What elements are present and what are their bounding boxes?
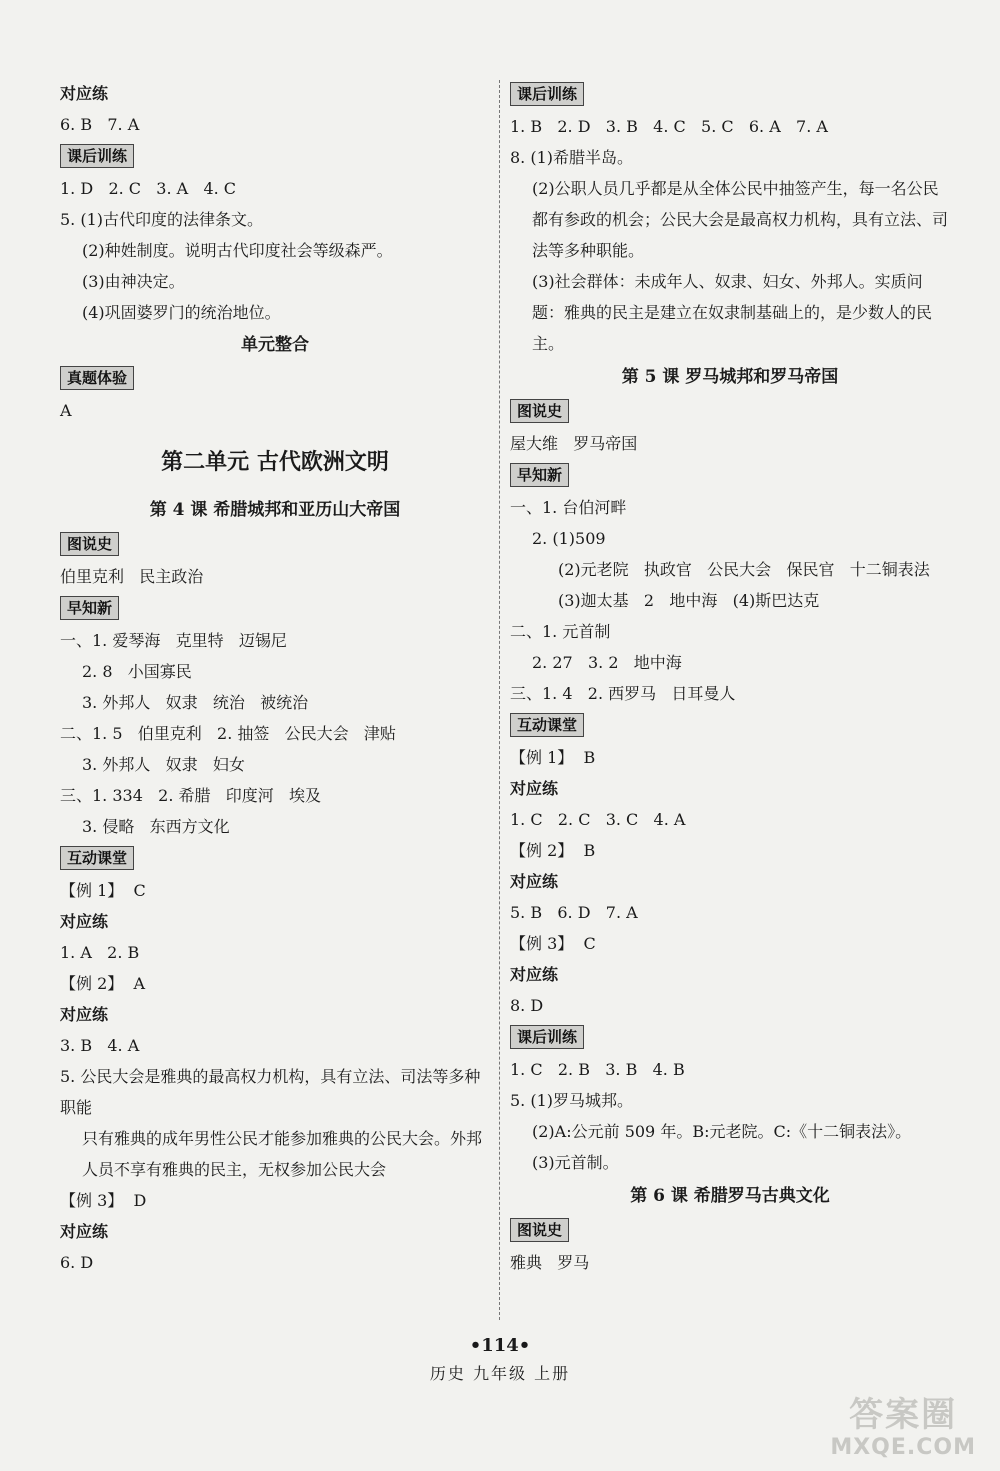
answer-line: 2. 27 3. 2 地中海: [532, 653, 682, 672]
answer-line: 8. D: [510, 996, 544, 1015]
column-divider: [499, 80, 500, 1320]
answer-line: 5. (1)古代印度的法律条文。: [60, 210, 264, 229]
section-tag: 课后训练: [510, 1025, 584, 1049]
answer-line: 3. 侵略 东西方文化: [82, 817, 230, 836]
answer-line: 8. (1)希腊半岛。: [510, 148, 634, 167]
example-answer: 【例 3】 D: [60, 1191, 147, 1210]
answer-line: 二、1. 5 伯里克利 2. 抽签 公民大会 津贴: [60, 724, 396, 743]
book-info: 历史 九年级 上册: [429, 1364, 571, 1383]
section-tag: 互动课堂: [510, 713, 584, 737]
practice-label: 对应练: [510, 872, 559, 891]
answer-line: A: [60, 401, 72, 420]
answer-line: 1. B 2. D 3. B 4. C 5. C 6. A 7. A: [510, 117, 828, 136]
practice-label: 对应练: [510, 965, 559, 984]
practice-label: 对应练: [60, 84, 109, 103]
answer-line: 1. D 2. C 3. A 4. C: [60, 179, 237, 198]
section-tag: 早知新: [60, 596, 119, 620]
answer-line: 5. B 6. D 7. A: [510, 903, 638, 922]
answer-line: 3. 外邦人 奴隶 妇女: [82, 755, 245, 774]
answer-line: (4)巩固婆罗门的统治地位。: [82, 303, 281, 322]
answer-line: (2)种姓制度。说明古代印度社会等级森严。: [82, 241, 393, 260]
answer-paragraph: 只有雅典的成年男性公民才能参加雅典的公民大会。外邦人员不享有雅典的民主，无权参加公民大会: [82, 1129, 483, 1179]
example-answer: 【例 1】 B: [510, 748, 596, 767]
answer-line: 5. (1)罗马城邦。: [510, 1091, 634, 1110]
practice-label: 对应练: [60, 1222, 109, 1241]
section-tag: 互动课堂: [60, 846, 134, 870]
unit-title: 第二单元 古代欧洲文明: [161, 449, 389, 475]
section-tag: 课后训练: [60, 144, 134, 168]
section-tag: 图说史: [60, 532, 119, 556]
right-column: [510, 78, 950, 1278]
section-tag: 图说史: [510, 1218, 569, 1242]
answer-line: 2. 8 小国寡民: [82, 662, 192, 681]
answer-line: 2. (1)509: [532, 529, 606, 548]
lesson-title: 第 6 课 希腊罗马古典文化: [630, 1186, 830, 1206]
answer-line: 屋大维 罗马帝国: [510, 434, 638, 453]
answer-line: 一、1. 台伯河畔: [510, 498, 627, 517]
answer-line: 伯里克利 民主政治: [60, 567, 204, 586]
example-answer: 【例 2】 B: [510, 841, 596, 860]
section-tag: 真题体验: [60, 366, 134, 390]
answer-line: 1. C 2. C 3. C 4. A: [510, 810, 686, 829]
answer-line: 6. D: [60, 1253, 94, 1272]
answer-line: (2)A:公元前 509 年。B:元老院。C:《十二铜表法》。: [532, 1122, 912, 1141]
answer-line: 1. C 2. B 3. B 4. B: [510, 1060, 685, 1079]
answer-line: 三、1. 334 2. 希腊 印度河 埃及: [60, 786, 322, 805]
section-heading: 单元整合: [241, 335, 309, 355]
answer-paragraph: (3)社会群体：未成年人、奴隶、妇女、外邦人。实质问题：雅典的民主是建立在奴隶制基础上的，是少数人的民主。: [532, 272, 933, 353]
example-answer: 【例 1】 C: [60, 881, 146, 900]
section-tag: 课后训练: [510, 82, 584, 106]
page-number: •114•: [469, 1335, 531, 1356]
answer-line: (3)元首制。: [532, 1153, 619, 1172]
answer-line: (3)由神决定。: [82, 272, 185, 291]
answer-line: 三、1. 4 2. 西罗马 日耳曼人: [510, 684, 736, 703]
example-answer: 【例 2】 A: [60, 974, 145, 993]
site-watermark: [830, 1395, 976, 1461]
watermark-logo-text: 答案圈: [849, 1395, 958, 1435]
answer-line: 一、1. 爱琴海 克里特 迈锡尼: [60, 631, 287, 650]
practice-label: 对应练: [60, 1005, 109, 1024]
section-tag: 早知新: [510, 463, 569, 487]
answer-paragraph: 5. 公民大会是雅典的最高权力机构，具有立法、司法等多种职能: [60, 1067, 481, 1117]
section-tag: 图说史: [510, 399, 569, 423]
answer-line: 二、1. 元首制: [510, 622, 611, 641]
answer-line: 雅典 罗马: [510, 1253, 590, 1272]
answer-paragraph: (2)公职人员几乎都是从全体公民中抽签产生，每一名公民都有参政的机会；公民大会是最高权力机构，具有立法、司法等多种职能。: [532, 179, 949, 260]
answer-line: 1. A 2. B: [60, 943, 140, 962]
example-answer: 【例 3】 C: [510, 934, 596, 953]
lesson-title: 第 5 课 罗马城邦和罗马帝国: [621, 367, 839, 387]
practice-label: 对应练: [60, 912, 109, 931]
answer-line: (2)元老院 执政官 公民大会 保民官 十二铜表法: [558, 560, 930, 579]
answer-line: 3. 外邦人 奴隶 统治 被统治: [82, 693, 309, 712]
answer-line: 3. B 4. A: [60, 1036, 140, 1055]
left-column: [60, 78, 490, 1278]
practice-label: 对应练: [510, 779, 559, 798]
answer-line: (3)迦太基 2 地中海 (4)斯巴达克: [558, 591, 820, 610]
lesson-title: 第 4 课 希腊城邦和亚历山大帝国: [149, 500, 401, 520]
watermark-url: MXQE.COM: [830, 1435, 976, 1460]
page-footer: [0, 1333, 1000, 1389]
answer-line: 6. B 7. A: [60, 115, 140, 134]
